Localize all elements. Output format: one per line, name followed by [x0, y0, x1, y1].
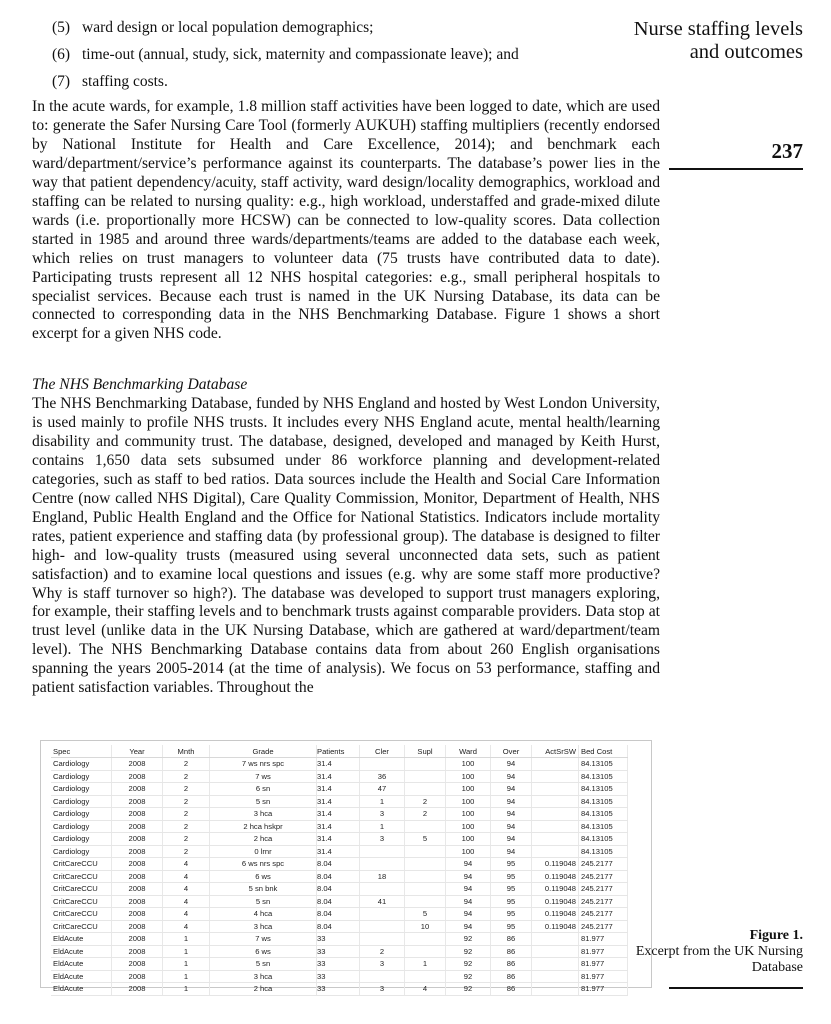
- table-cell: 18: [360, 870, 405, 883]
- table-cell: 2: [360, 945, 405, 958]
- table-cell: 81.977: [579, 983, 628, 996]
- table-cell: 2008: [112, 758, 163, 771]
- table-cell: 2008: [112, 883, 163, 896]
- table-cell: 33: [317, 983, 360, 996]
- table-cell: 2008: [112, 795, 163, 808]
- column-header: Spec: [51, 745, 112, 758]
- table-cell: 2008: [112, 933, 163, 946]
- table-cell: 0 lrnr: [210, 845, 317, 858]
- table-cell: [360, 908, 405, 921]
- table-cell: 84.13105: [579, 845, 628, 858]
- table-row: [51, 945, 628, 958]
- table-cell: Cardiology: [51, 820, 112, 833]
- list-item: [52, 14, 652, 41]
- table-cell: 4: [163, 895, 210, 908]
- table-row: [51, 795, 628, 808]
- table-cell: 94: [491, 795, 532, 808]
- table-row: [51, 845, 628, 858]
- table-cell: 1: [163, 933, 210, 946]
- table-cell: 94: [446, 920, 491, 933]
- table-cell: 2: [405, 808, 446, 821]
- table-cell: 2: [163, 820, 210, 833]
- body-paragraph-2: The NHS Benchmarking Database, funded by NHS England and hosted by West London University, is used mainly to profile NHS trusts. It includes every NHS England acute, mental health/learning disability and community trust. The database, designed, developed and managed by Keith Hurst, contains 1,650 data sets subsumed under 86 workforce planning and development-related categories, such as staff to bed ratios. Data sources include the Health and Social Care Information Centre (now called NHS Digital), Care Quality Commission, Monitor, Department of Health, NHS England, Public Health England and the Office for National Statistics. Indicators include mortality rates, patient experience and staffing data (by professional group). The database is designed to filter high- and low-quality trusts (measured using several unconnected data sets, such as patient satisfaction) and to examine local questions and issues (e.g. why are some staff more productive? Why is staff turnover so high?). The database was developed to support trust managers exploring, for example, their staffing levels and to benchmark trusts against comparable providers. Data stop at trust level (unlike data in the UK Nursing Database, which are gathered at ward/department/team level). The NHS Benchmarking Database contains data from about 260 English organisations spanning the years 2005-2014 (at the time of analysis). We focus on 53 performance, staffing and patient satisfaction variables. Throughout the: [32, 395, 660, 697]
- table-cell: 94: [446, 895, 491, 908]
- column-header: ActSrSW: [532, 745, 579, 758]
- table-cell: 2: [163, 758, 210, 771]
- table-cell: [532, 983, 579, 996]
- table-cell: [532, 970, 579, 983]
- list-item-number: (6): [52, 46, 71, 63]
- list-item-text: time-out (annual, study, sick, maternity and compassionate leave); and: [82, 46, 519, 63]
- table-cell: 2008: [112, 983, 163, 996]
- column-header: Patients: [317, 745, 360, 758]
- table-cell: 4: [163, 908, 210, 921]
- table-cell: 94: [491, 808, 532, 821]
- table-cell: 31.4: [317, 820, 360, 833]
- table-cell: 6 ws: [210, 870, 317, 883]
- table-cell: 2008: [112, 808, 163, 821]
- table-cell: 95: [491, 858, 532, 871]
- table-cell: 33: [317, 958, 360, 971]
- table-cell: 31.4: [317, 758, 360, 771]
- table-cell: 84.13105: [579, 795, 628, 808]
- table-cell: 94: [491, 845, 532, 858]
- table-cell: 86: [491, 983, 532, 996]
- table-cell: 8.04: [317, 895, 360, 908]
- table-cell: 95: [491, 870, 532, 883]
- list-item-number: (5): [52, 19, 71, 36]
- table-cell: 5 sn bnk: [210, 883, 317, 896]
- table-cell: 100: [446, 845, 491, 858]
- table-row: [51, 895, 628, 908]
- table-cell: 8.04: [317, 858, 360, 871]
- table-cell: 245.2177: [579, 908, 628, 921]
- table-cell: [532, 845, 579, 858]
- table-cell: 2008: [112, 895, 163, 908]
- table-cell: [360, 758, 405, 771]
- table-cell: [360, 883, 405, 896]
- table-cell: 2 hca: [210, 833, 317, 846]
- table-cell: 100: [446, 770, 491, 783]
- table-cell: 92: [446, 983, 491, 996]
- table-cell: [405, 820, 446, 833]
- table-cell: 81.977: [579, 945, 628, 958]
- section-subheading: The NHS Benchmarking Database: [32, 376, 248, 393]
- table-cell: 92: [446, 970, 491, 983]
- table-cell: 0.119048: [532, 920, 579, 933]
- table-cell: 84.13105: [579, 833, 628, 846]
- figure-caption: [633, 928, 803, 976]
- table-cell: 8.04: [317, 883, 360, 896]
- table-cell: 86: [491, 933, 532, 946]
- table-row: [51, 870, 628, 883]
- table-cell: 100: [446, 783, 491, 796]
- table-cell: 1: [360, 795, 405, 808]
- table-cell: [405, 783, 446, 796]
- table-cell: 4 hca: [210, 908, 317, 921]
- table-cell: 33: [317, 970, 360, 983]
- table-cell: [532, 770, 579, 783]
- table-cell: 3: [360, 808, 405, 821]
- table-cell: [405, 758, 446, 771]
- table-cell: EldAcute: [51, 983, 112, 996]
- table-cell: [532, 945, 579, 958]
- table-cell: 84.13105: [579, 770, 628, 783]
- table-cell: [532, 958, 579, 971]
- table-cell: 1: [163, 983, 210, 996]
- table-cell: 2008: [112, 820, 163, 833]
- table-cell: 81.977: [579, 970, 628, 983]
- table-cell: 100: [446, 820, 491, 833]
- table-cell: 3: [360, 983, 405, 996]
- table-cell: [360, 920, 405, 933]
- table-cell: [405, 970, 446, 983]
- table-cell: 92: [446, 933, 491, 946]
- table-cell: 2008: [112, 770, 163, 783]
- table-cell: 5: [405, 833, 446, 846]
- table-cell: 10: [405, 920, 446, 933]
- table-row: [51, 983, 628, 996]
- table-cell: 41: [360, 895, 405, 908]
- table-cell: 1: [405, 958, 446, 971]
- table-cell: 92: [446, 958, 491, 971]
- body-paragraph-1: In the acute wards, for example, 1.8 million staff activities have been logged to date, which are used to: generate the Safer Nursing Care Tool (formerly AUKUH) staffing multipliers (recently endorsed by National Institute for Health and Care Excellence, 2014); and benchmark each ward/department/service’s performance against its counterparts. The database’s power lies in the way that patient dependency/acuity, staff activity, ward design/locality demographics, workload and staffing can be related to nursing quality: e.g., high workload, understaffed and grade-mixed dilute wards (i.e. proportionally more HCSW) can be connected to low-quality scores. Data collection started in 1985 and around three wards/departments/teams are added to the database each week, which relies on trust managers to volunteer data (75 trusts have contributed data to date). Participating trusts represent all 12 NHS hospital categories: e.g., small peripheral hospitals to specialist services. Because each trust is named in the UK Nursing Database, its data can be connected to corresponding data in the NHS Benchmarking Database. Figure 1 shows a short excerpt for a given NHS code.: [32, 98, 660, 343]
- table-cell: 0.119048: [532, 870, 579, 883]
- list-item-number: (7): [52, 73, 71, 90]
- table-cell: Cardiology: [51, 783, 112, 796]
- table-row: [51, 770, 628, 783]
- table-cell: 2008: [112, 845, 163, 858]
- column-header: Over: [491, 745, 532, 758]
- table-cell: 2008: [112, 783, 163, 796]
- table-cell: 94: [446, 908, 491, 921]
- table-row: [51, 920, 628, 933]
- table-cell: [532, 833, 579, 846]
- table-cell: 92: [446, 945, 491, 958]
- table-cell: 1: [163, 945, 210, 958]
- table-cell: 31.4: [317, 770, 360, 783]
- table-cell: 7 ws: [210, 933, 317, 946]
- list-item: [52, 41, 652, 68]
- table-cell: 1: [360, 820, 405, 833]
- table-cell: EldAcute: [51, 933, 112, 946]
- table-cell: 2: [163, 795, 210, 808]
- table-row: [51, 883, 628, 896]
- table-cell: 6 ws: [210, 945, 317, 958]
- table-cell: 245.2177: [579, 895, 628, 908]
- table-cell: Cardiology: [51, 845, 112, 858]
- table-cell: 0.119048: [532, 908, 579, 921]
- table-cell: [532, 795, 579, 808]
- running-head-title: Nurse staffing levels and outcomes: [633, 18, 803, 63]
- column-header: Ward: [446, 745, 491, 758]
- table-cell: 95: [491, 895, 532, 908]
- table-cell: 86: [491, 970, 532, 983]
- table-cell: 5: [405, 908, 446, 921]
- table-row: [51, 958, 628, 971]
- table-cell: [405, 895, 446, 908]
- table-cell: [405, 858, 446, 871]
- table-cell: [405, 770, 446, 783]
- table-cell: 86: [491, 945, 532, 958]
- table-cell: 4: [163, 858, 210, 871]
- table-cell: 1: [163, 970, 210, 983]
- column-header: Year: [112, 745, 163, 758]
- table-cell: 2008: [112, 970, 163, 983]
- table-cell: [532, 820, 579, 833]
- table-cell: CritCareCCU: [51, 920, 112, 933]
- nursing-database-table: [51, 745, 628, 996]
- table-cell: 6 ws nrs spc: [210, 858, 317, 871]
- table-cell: 2008: [112, 833, 163, 846]
- table-cell: 3: [360, 833, 405, 846]
- table-cell: [360, 933, 405, 946]
- list-item-text: ward design or local population demographics;: [82, 19, 374, 36]
- table-cell: 94: [491, 770, 532, 783]
- table-cell: [405, 945, 446, 958]
- table-row: [51, 808, 628, 821]
- table-cell: 3 hca: [210, 970, 317, 983]
- table-cell: 2008: [112, 870, 163, 883]
- table-cell: 2008: [112, 908, 163, 921]
- table-cell: 245.2177: [579, 883, 628, 896]
- table-cell: 5 sn: [210, 958, 317, 971]
- table-cell: [405, 883, 446, 896]
- table-cell: CritCareCCU: [51, 908, 112, 921]
- table-cell: 0.119048: [532, 858, 579, 871]
- table-cell: 81.977: [579, 958, 628, 971]
- table-cell: 245.2177: [579, 920, 628, 933]
- table-cell: 33: [317, 933, 360, 946]
- table-cell: 2008: [112, 945, 163, 958]
- table-cell: 31.4: [317, 783, 360, 796]
- table-cell: 8.04: [317, 870, 360, 883]
- table-cell: 47: [360, 783, 405, 796]
- table-cell: [405, 845, 446, 858]
- numbered-list: [52, 14, 652, 95]
- table-cell: Cardiology: [51, 808, 112, 821]
- table-row: [51, 758, 628, 771]
- table-cell: 2008: [112, 920, 163, 933]
- table-cell: Cardiology: [51, 795, 112, 808]
- column-header: Grade: [210, 745, 317, 758]
- table-cell: 84.13105: [579, 783, 628, 796]
- table-row: [51, 970, 628, 983]
- table-body: [51, 758, 628, 996]
- table-cell: 4: [163, 883, 210, 896]
- table-cell: 31.4: [317, 833, 360, 846]
- table-cell: 5 sn: [210, 795, 317, 808]
- table-cell: 3 hca: [210, 920, 317, 933]
- table-cell: [405, 870, 446, 883]
- page-number: 237: [771, 139, 803, 163]
- list-item-text: staffing costs.: [82, 73, 168, 90]
- table-cell: [360, 845, 405, 858]
- table-cell: 2: [163, 845, 210, 858]
- table-cell: 100: [446, 795, 491, 808]
- table-cell: 2: [163, 770, 210, 783]
- table-cell: 95: [491, 883, 532, 896]
- table-cell: CritCareCCU: [51, 883, 112, 896]
- table-cell: 95: [491, 920, 532, 933]
- table-cell: 8.04: [317, 908, 360, 921]
- table-row: [51, 783, 628, 796]
- table-cell: 245.2177: [579, 870, 628, 883]
- table-cell: 100: [446, 808, 491, 821]
- table-cell: 94: [446, 883, 491, 896]
- figure-label: Figure 1.: [749, 928, 803, 943]
- table-cell: CritCareCCU: [51, 870, 112, 883]
- table-cell: 84.13105: [579, 808, 628, 821]
- table-cell: 94: [491, 783, 532, 796]
- table-cell: [405, 933, 446, 946]
- table-cell: CritCareCCU: [51, 895, 112, 908]
- table-cell: 2: [163, 833, 210, 846]
- table-cell: 2008: [112, 858, 163, 871]
- table-cell: 5 sn: [210, 895, 317, 908]
- table-cell: 6 sn: [210, 783, 317, 796]
- table-cell: 94: [446, 870, 491, 883]
- table-cell: 2 hca: [210, 983, 317, 996]
- table-cell: 245.2177: [579, 858, 628, 871]
- table-row: [51, 908, 628, 921]
- table-row: [51, 933, 628, 946]
- table-cell: 2: [163, 783, 210, 796]
- table-cell: [532, 933, 579, 946]
- table-cell: 33: [317, 945, 360, 958]
- table-cell: 7 ws: [210, 770, 317, 783]
- list-item: [52, 68, 652, 95]
- table-cell: 36: [360, 770, 405, 783]
- figure-table-excerpt: [40, 740, 652, 994]
- table-cell: 4: [163, 920, 210, 933]
- table-cell: 3: [360, 958, 405, 971]
- margin-rule-top: [669, 168, 803, 170]
- table-cell: 86: [491, 958, 532, 971]
- table-cell: 7 ws nrs spc: [210, 758, 317, 771]
- table-cell: 0.119048: [532, 883, 579, 896]
- table-cell: Cardiology: [51, 770, 112, 783]
- column-header: Bed Cost: [579, 745, 628, 758]
- table-cell: [360, 970, 405, 983]
- table-cell: [360, 858, 405, 871]
- table-cell: 0.119048: [532, 895, 579, 908]
- table-cell: EldAcute: [51, 958, 112, 971]
- table-cell: 94: [491, 833, 532, 846]
- table-cell: 100: [446, 833, 491, 846]
- table-cell: 84.13105: [579, 820, 628, 833]
- table-cell: 94: [446, 858, 491, 871]
- column-header: Mnth: [163, 745, 210, 758]
- table-row: [51, 858, 628, 871]
- table-cell: Cardiology: [51, 833, 112, 846]
- table-cell: 2 hca hskpr: [210, 820, 317, 833]
- table-cell: 94: [491, 758, 532, 771]
- table-header-row: [51, 745, 628, 758]
- table-cell: 31.4: [317, 845, 360, 858]
- table-row: [51, 833, 628, 846]
- table-cell: 2008: [112, 958, 163, 971]
- table-cell: 81.977: [579, 933, 628, 946]
- column-header: Cler: [360, 745, 405, 758]
- table-cell: 2: [405, 795, 446, 808]
- table-cell: CritCareCCU: [51, 858, 112, 871]
- figure-caption-text: Excerpt from the UK Nursing Database: [635, 944, 803, 975]
- column-header: Supl: [405, 745, 446, 758]
- table-cell: [532, 783, 579, 796]
- table-cell: 94: [491, 820, 532, 833]
- table-cell: [532, 808, 579, 821]
- table-cell: 1: [163, 958, 210, 971]
- table-cell: 31.4: [317, 795, 360, 808]
- table-cell: 84.13105: [579, 758, 628, 771]
- table-cell: 3 hca: [210, 808, 317, 821]
- table-cell: 4: [405, 983, 446, 996]
- table-cell: Cardiology: [51, 758, 112, 771]
- table-row: [51, 820, 628, 833]
- margin-rule-bottom: [669, 987, 803, 989]
- table-cell: 95: [491, 908, 532, 921]
- table-cell: 100: [446, 758, 491, 771]
- table-cell: 4: [163, 870, 210, 883]
- table-cell: [532, 758, 579, 771]
- table-cell: 2: [163, 808, 210, 821]
- table-cell: EldAcute: [51, 945, 112, 958]
- table-cell: 31.4: [317, 808, 360, 821]
- table-cell: EldAcute: [51, 970, 112, 983]
- table-cell: 8.04: [317, 920, 360, 933]
